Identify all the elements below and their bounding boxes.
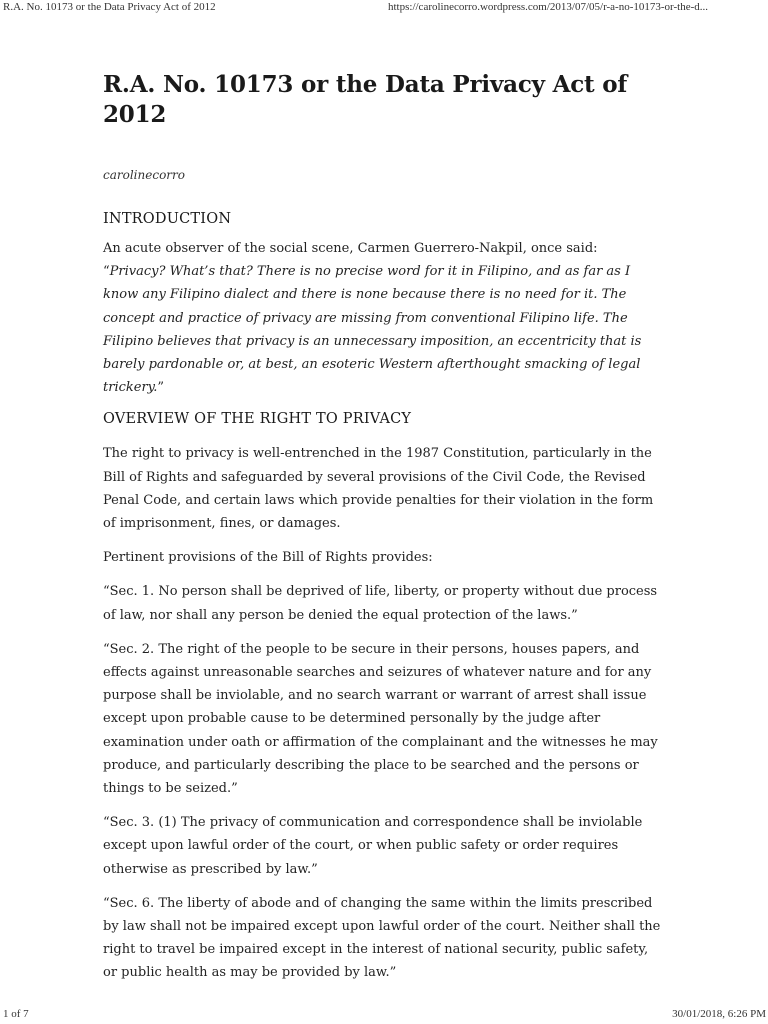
bill-of-rights-sec-1: “Sec. 1. No person shall be deprived of life, liberty, or property without due process of law, nor shall any person be denied the equal protection of the laws.” [103, 584, 658, 623]
introduction-lead: An acute observer of the social scene, Carmen Guerrero-Nakpil, once said: [103, 241, 598, 256]
article-author: carolinecorro [103, 168, 185, 182]
article [103, 70, 663, 985]
bill-of-rights-sec-2: “Sec. 2. The right of the people to be secure in their persons, houses papers, and effects against unreasonable searches and seizures of whatever nature and for any purpose shall be inviolable, and no search warrant or warrant of arrest shall issue except upon probable cause to be determined personally by the judge after examination under oath or affirmation of the complainant and the witnesses he may produce, and particularly describing the place to be searched and the persons or things to be seized.” [103, 641, 658, 797]
overview-paragraph-constitution: The right to privacy is well-entrenched in the 1987 Constitution, particularly in the Bill of Rights and safeguarded by several provisions of the Civil Code, the Revised Penal Code, and certain laws which provide penalties for their violation in the form of imprisonment, fines, or damages. [103, 446, 654, 532]
introduction-heading: INTRODUCTION [103, 211, 232, 227]
bill-of-rights-sec-6: “Sec. 6. The liberty of abode and of changing the same within the limits prescribed by law shall not be impaired except upon lawful order of the court. Neither shall the right to travel be impaired except in the interest of national security, public safety, or public health as may be provided by law.” [103, 895, 661, 981]
bill-of-rights-sec-3: “Sec. 3. (1) The privacy of communication and correspondence shall be inviolable except upon lawful order of the court, or when public safety or order requires otherwise as prescribed by law.” [103, 815, 643, 877]
print-header-url: https://carolinecorro.wordpress.com/2013/07/05/r-a-no-10173-or-the-d... [388, 1, 709, 13]
open-quote-mark: “ [103, 264, 110, 280]
introduction-quote [103, 260, 663, 399]
print-footer [0, 1008, 768, 1024]
print-header [0, 0, 768, 16]
print-timestamp: 30/01/2018, 6:26 PM [672, 1008, 766, 1020]
print-header-title: R.A. No. 10173 or the Data Privacy Act of 2012 [3, 1, 216, 13]
page-indicator: 1 of 7 [3, 1008, 29, 1020]
article-title: R.A. No. 10173 or the Data Privacy Act of 2012 [103, 71, 628, 128]
overview-heading: OVERVIEW OF THE RIGHT TO PRIVACY [103, 411, 412, 428]
overview-paragraph-provisions-intro: Pertinent provisions of the Bill of Rights provides: [103, 550, 433, 566]
introduction-quote-text: Privacy? What’s that? There is no precise word for it in Filipino, and as far as I know any Filipino dialect and there is none because there is no need for it. The concept and practice of privacy are missing from conventional Filipino life. The Filipino believes that privacy is an unnecessary imposition, an eccentricity that is barely pardonable or, at best, an esoteric Western afterthought smacking of legal trickery. [103, 264, 642, 396]
close-quote-mark: ” [157, 380, 165, 396]
